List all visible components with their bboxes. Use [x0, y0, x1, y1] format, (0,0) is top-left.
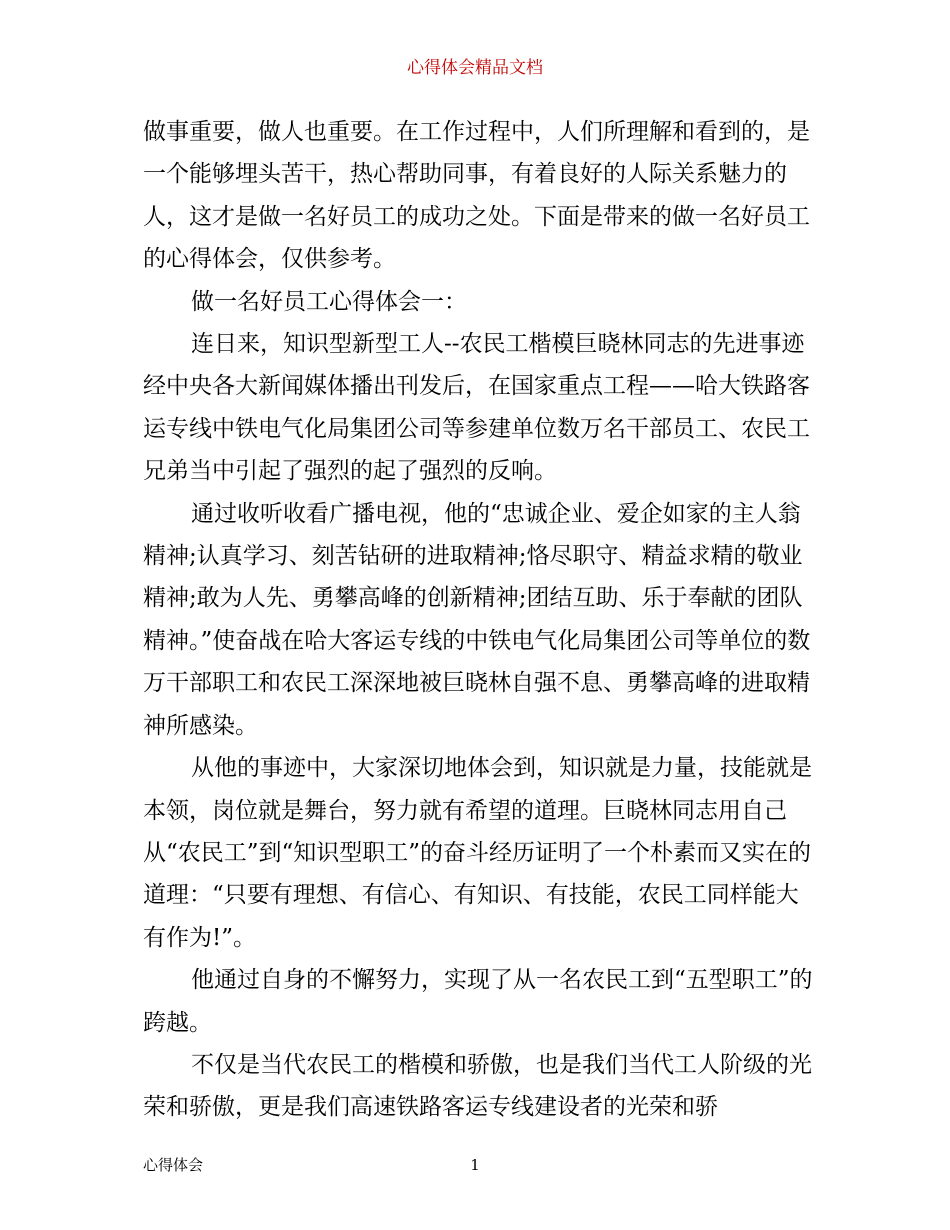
body-paragraph: 不仅是当代农民工的楷模和骄傲，也是我们当代工人阶级的光荣和骄傲，更是我们高速铁路客运专线建设者的光荣和骄 [143, 1051, 812, 1121]
body-paragraph: 连日来，知识型新型工人--农民工楷模巨晓林同志的先进事迹经中央各大新闻媒体播出刊发后，在国家重点工程——哈大铁路客运专线中铁电气化局集团公司等参建单位数万名干部员工、农民工兄弟当中引起了强烈的起了强烈的反响。 [143, 331, 810, 485]
section-heading: 做一名好员工心得体会一： [191, 288, 467, 315]
body-paragraph: 他通过自身的不懈努力，实现了从一名农民工到“五型职工”的跨越。 [143, 967, 813, 1036]
body-paragraph: 通过收听收看广播电视，他的“忠诚企业、爱企如家的主人翁精神;认真学习、刻苦钻研的进取精神;恪尽职守、精益求精的敬业精神;敢为人先、勇攀高峰的创新精神;团结互助、乐于奉献的团队精神。”使奋战在哈大客运专线的中铁电气化局集团公司等单位的数万干部职工和农民工深深地被巨晓林自强不息、勇攀高峰的进取精神所感染。 [143, 500, 811, 739]
page-number: 1 [470, 1156, 480, 1174]
document-header-title: 心得体会精品文档 [407, 58, 543, 78]
footer-label: 心得体会 [143, 1156, 204, 1174]
document-body [143, 111, 815, 1129]
body-paragraph: 从他的事迹中，大家深切地体会到，知识就是力量，技能就是本领，岗位就是舞台，努力就有希望的道理。巨晓林同志用自己从“农民工”到“知识型职工”的奋斗经历证明了一个朴素而又实在的道理：“只要有理想、有信心、有知识、有技能，农民工同样能大有作为!”。 [143, 755, 812, 951]
intro-paragraph: 做事重要，做人也重要。在工作过程中，人们所理解和看到的，是一个能够埋头苦干，热心帮助同事，有着良好的人际关系魅力的人，这才是做一名好员工的成功之处。下面是带来的做一名好员工的心得体会，仅供参考。 [143, 119, 810, 273]
